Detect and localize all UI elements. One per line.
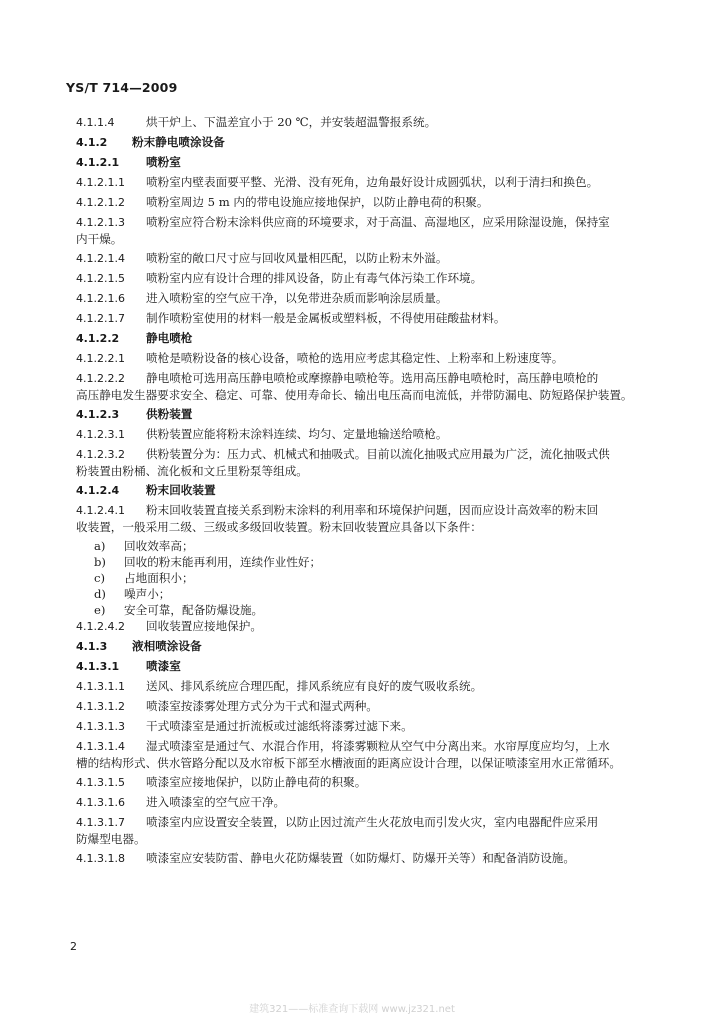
clause	[76, 446, 636, 479]
clause-number: 4.1.3.1.2	[76, 700, 125, 713]
clause-number: 4.1.2.4	[76, 484, 120, 497]
clause-text: 液相喷涂设备	[132, 639, 202, 653]
clause	[76, 290, 636, 307]
clause-continuation: 防爆型电器。	[76, 832, 146, 846]
clause-number: 4.1.3	[76, 640, 108, 653]
clause-number: 4.1.1.4	[76, 116, 115, 129]
clause	[76, 250, 636, 267]
clause	[76, 774, 636, 791]
clause-text: 粉末静电喷涂设备	[132, 135, 225, 149]
list-item-text: 回收效率高；	[124, 539, 194, 553]
clause-number: 4.1.2.2.2	[76, 372, 125, 385]
clause-text: 喷粉室的敞口尺寸应与回收风量相匹配，以防止粉末外溢。	[146, 251, 448, 265]
document-body	[76, 114, 636, 870]
list-item-text: 回收的粉末能再利用，连续作业性好；	[124, 555, 322, 569]
clause-number: 4.1.2.2	[76, 332, 120, 345]
clause-text: 喷粉室应符合粉末涂料供应商的环境要求，对于高温、高湿地区，应采用除湿设施，保持室	[146, 215, 610, 229]
list-item-text: 占地面积小；	[124, 571, 194, 585]
section-heading	[76, 134, 636, 151]
clause-text: 喷粉室	[146, 155, 181, 169]
clause	[76, 214, 636, 247]
list-item	[76, 554, 636, 570]
clause	[76, 194, 636, 211]
section-heading	[76, 330, 636, 347]
clause-text: 干式喷漆室是通过折流板或过滤纸将漆雾过滤下来。	[146, 719, 413, 733]
clause-text: 供粉装置分为：压力式、机械式和抽吸式。目前以流化抽吸式应用最为广泛，流化抽吸式供	[146, 447, 610, 461]
clause-text: 湿式喷漆室是通过气、水混合作用，将漆雾颗粒从空气中分离出来。水帘厚度应均匀，上水	[146, 739, 610, 753]
clause-number: 4.1.3.1.5	[76, 776, 125, 789]
clause-continuation: 内干燥。	[76, 232, 123, 246]
section-heading	[76, 482, 636, 499]
list-item-text: 安全可靠，配备防爆设施。	[124, 603, 264, 617]
clause	[76, 350, 636, 367]
clause-text: 喷漆室内应设置安全装置，以防止因过流产生火花放电而引发火灾，室内电器配件应采用	[146, 815, 599, 829]
section-heading	[76, 658, 636, 675]
clause-number: 4.1.3.1.7	[76, 816, 125, 829]
clause-text: 送风、排风系统应合理匹配，排风系统应有良好的废气吸收系统。	[146, 679, 483, 693]
clause-text: 供粉装置	[146, 407, 193, 421]
clause	[76, 850, 636, 867]
list-item	[76, 538, 636, 554]
clause-text: 喷漆室按漆雾处理方式分为干式和湿式两种。	[146, 699, 378, 713]
clause-number: 4.1.3.1.1	[76, 680, 125, 693]
section-heading	[76, 406, 636, 423]
clause-continuation: 高压静电发生器要求安全、稳定、可靠、使用寿命长、输出电压高而电流低，并带防漏电、防短路保护装置。	[76, 388, 633, 402]
clause-number: 4.1.2.1.1	[76, 176, 125, 189]
clause	[76, 718, 636, 735]
section-heading	[76, 638, 636, 655]
standard-code: YS/T 714—2009	[66, 80, 178, 95]
clause-number: 4.1.2.3.2	[76, 448, 125, 461]
clause	[76, 310, 636, 327]
clause-number: 4.1.2.3.1	[76, 428, 125, 441]
clause-number: 4.1.3.1.4	[76, 740, 125, 753]
list-item-label: b)	[94, 555, 106, 569]
clause	[76, 502, 636, 535]
clause-text: 喷粉室内壁表面要平整、光滑、没有死角，边角最好设计成圆弧状，以利于清扫和换色。	[146, 175, 599, 189]
clause-continuation: 收装置，一般采用二级、三级或多级回收装置。粉末回收装置应具备以下条件：	[76, 520, 482, 534]
list-item	[76, 586, 636, 602]
list-item-label: c)	[94, 571, 106, 585]
clause-number: 4.1.2.4.1	[76, 504, 125, 517]
section-heading	[76, 154, 636, 171]
clause-number: 4.1.3.1.6	[76, 796, 125, 809]
clause-number: 4.1.3.1	[76, 660, 120, 673]
clause	[76, 814, 636, 847]
clause	[76, 738, 636, 771]
clause	[76, 370, 636, 403]
clause	[76, 270, 636, 287]
clause-number: 4.1.2	[76, 136, 108, 149]
clause	[76, 174, 636, 191]
clause-text: 静电喷枪可选用高压静电喷枪或摩擦静电喷枪等。选用高压静电喷枪时，高压静电喷枪的	[146, 371, 599, 385]
clause-text: 喷枪是喷粉设备的核心设备，喷枪的选用应考虑其稳定性、上粉率和上粉速度等。	[146, 351, 564, 365]
clause	[76, 794, 636, 811]
clause-number: 4.1.2.1.5	[76, 272, 125, 285]
clause-continuation: 粉装置由粉桶、流化板和文丘里粉泵等组成。	[76, 464, 308, 478]
clause-text: 粉末回收装置	[146, 483, 216, 497]
clause-number: 4.1.2.1	[76, 156, 120, 169]
watermark: 建筑321——标准查询下载网 www.jz321.net	[249, 1004, 455, 1015]
clause-text: 进入喷粉室的空气应干净，以免带进杂质而影响涂层质量。	[146, 291, 448, 305]
clause-number: 4.1.2.1.7	[76, 312, 125, 325]
clause-number: 4.1.2.1.6	[76, 292, 125, 305]
clause-number: 4.1.3.1.3	[76, 720, 125, 733]
clause-continuation: 槽的结构形式、供水管路分配以及水帘板下部至水槽液面的距离应设计合理，以保证喷漆室用水正常循环。	[76, 756, 621, 770]
list-item	[76, 570, 636, 586]
clause-text: 进入喷漆室的空气应干净。	[146, 795, 286, 809]
clause-number: 4.1.3.1.8	[76, 852, 125, 865]
clause-text: 喷粉室周边 5 m 内的带电设施应接地保护，以防止静电荷的积聚。	[146, 195, 489, 209]
clause-number: 4.1.2.1.3	[76, 216, 125, 229]
page-number: 2	[70, 940, 77, 953]
list-item-label: a)	[94, 539, 106, 553]
list-item	[76, 602, 636, 618]
list-item-text: 噪声小；	[124, 587, 171, 601]
clause-text: 喷漆室应接地保护，以防止静电荷的积聚。	[146, 775, 367, 789]
clause-text: 喷粉室内应有设计合理的排风设备，防止有毒气体污染工作环境。	[146, 271, 483, 285]
clause-text: 回收装置应接地保护。	[146, 619, 262, 633]
clause	[76, 114, 636, 131]
clause-number: 4.1.2.4.2	[76, 620, 125, 633]
clause-number: 4.1.2.3	[76, 408, 120, 421]
clause-text: 供粉装置应能将粉末涂料连续、均匀、定量地输送给喷枪。	[146, 427, 448, 441]
clause-number: 4.1.2.1.4	[76, 252, 125, 265]
clause-text: 制作喷粉室使用的材料一般是金属板或塑料板，不得使用硅酸盐材料。	[146, 311, 506, 325]
clause-number: 4.1.2.1.2	[76, 196, 125, 209]
clause-text: 烘干炉上、下温差宜小于 20 ℃，并安装超温警报系统。	[146, 115, 437, 129]
clause	[76, 618, 636, 635]
clause	[76, 678, 636, 695]
clause-text: 粉末回收装置直接关系到粉末涂料的利用率和环境保护问题，因而应设计高效率的粉末回	[146, 503, 599, 517]
clause-text: 静电喷枪	[146, 331, 193, 345]
clause-text: 喷漆室应安装防雷、静电火花防爆装置（如防爆灯、防爆开关等）和配备消防设施。	[146, 851, 575, 865]
list-item-label: e)	[94, 603, 106, 617]
clause-number: 4.1.2.2.1	[76, 352, 125, 365]
clause	[76, 426, 636, 443]
clause	[76, 698, 636, 715]
clause-text: 喷漆室	[146, 659, 181, 673]
list-item-label: d)	[94, 587, 106, 601]
